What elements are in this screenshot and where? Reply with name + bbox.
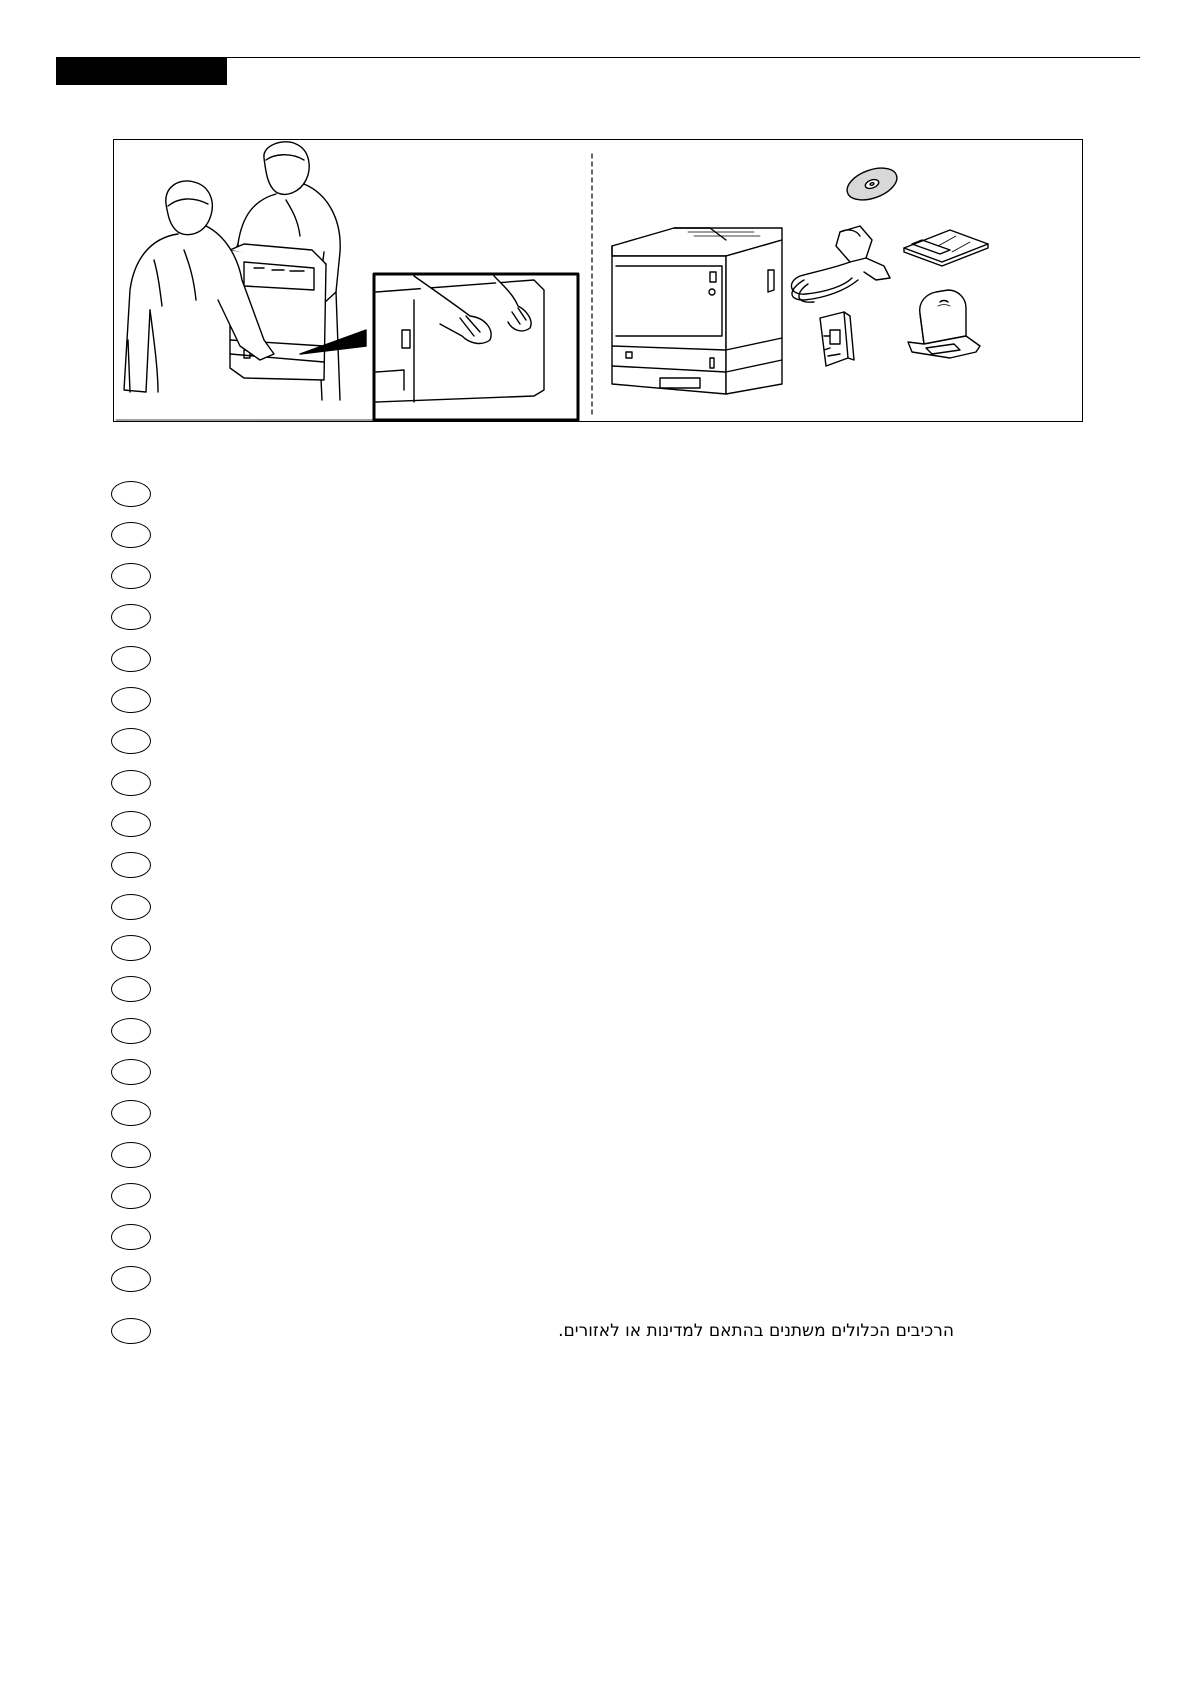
language-row [111, 852, 1011, 878]
language-code-badge [111, 646, 151, 672]
language-row [111, 728, 1011, 754]
language-row [111, 770, 1011, 796]
language-row [111, 646, 1011, 672]
language-row [111, 976, 1011, 1002]
language-row [111, 1183, 1011, 1209]
language-row [111, 563, 1011, 589]
language-row [111, 604, 1011, 630]
language-row-hebrew [111, 1318, 1011, 1344]
language-code-badge [111, 604, 151, 630]
language-row [111, 1100, 1011, 1126]
language-code-badge [111, 976, 151, 1002]
language-row [111, 687, 1011, 713]
language-code-badge [111, 687, 151, 713]
cd-disc [843, 162, 901, 206]
language-code-badge [111, 1100, 151, 1126]
language-row [111, 1142, 1011, 1168]
language-code-badge [111, 1183, 151, 1209]
two-people-lifting-printer [116, 142, 374, 420]
language-code-badge [111, 728, 151, 754]
language-code-badge [111, 1059, 151, 1085]
language-row [111, 811, 1011, 837]
language-row [111, 1224, 1011, 1250]
section-tab [56, 57, 227, 85]
output-tray-stopper [908, 290, 980, 358]
language-code-badge [111, 563, 151, 589]
language-code-badge [111, 481, 151, 507]
language-code-badge [111, 811, 151, 837]
language-code-badge [111, 1318, 151, 1344]
waste-toner-box [820, 312, 854, 366]
language-code-badge [111, 1018, 151, 1044]
language-text-hebrew: הרכיבים הכלולים משתנים בהתאם למדינות או לאזורים. [558, 1321, 954, 1341]
language-code-badge [111, 522, 151, 548]
language-row [111, 1266, 1011, 1292]
unpacking-illustration [113, 139, 1083, 422]
language-code-badge [111, 894, 151, 920]
language-code-badge [111, 935, 151, 961]
printer [612, 228, 782, 394]
language-row [111, 894, 1011, 920]
printer-and-accessories [612, 162, 988, 394]
document-booklet [904, 230, 988, 266]
language-code-badge [111, 1142, 151, 1168]
language-code-badge [111, 1266, 151, 1292]
language-code-badge [111, 852, 151, 878]
language-row [111, 522, 1011, 548]
language-row [111, 481, 1011, 507]
hand-grip-detail [374, 274, 578, 420]
language-row [111, 1018, 1011, 1044]
power-cord [791, 226, 890, 302]
language-code-badge [111, 1224, 151, 1250]
language-row [111, 935, 1011, 961]
language-code-badge [111, 770, 151, 796]
language-row [111, 1059, 1011, 1085]
